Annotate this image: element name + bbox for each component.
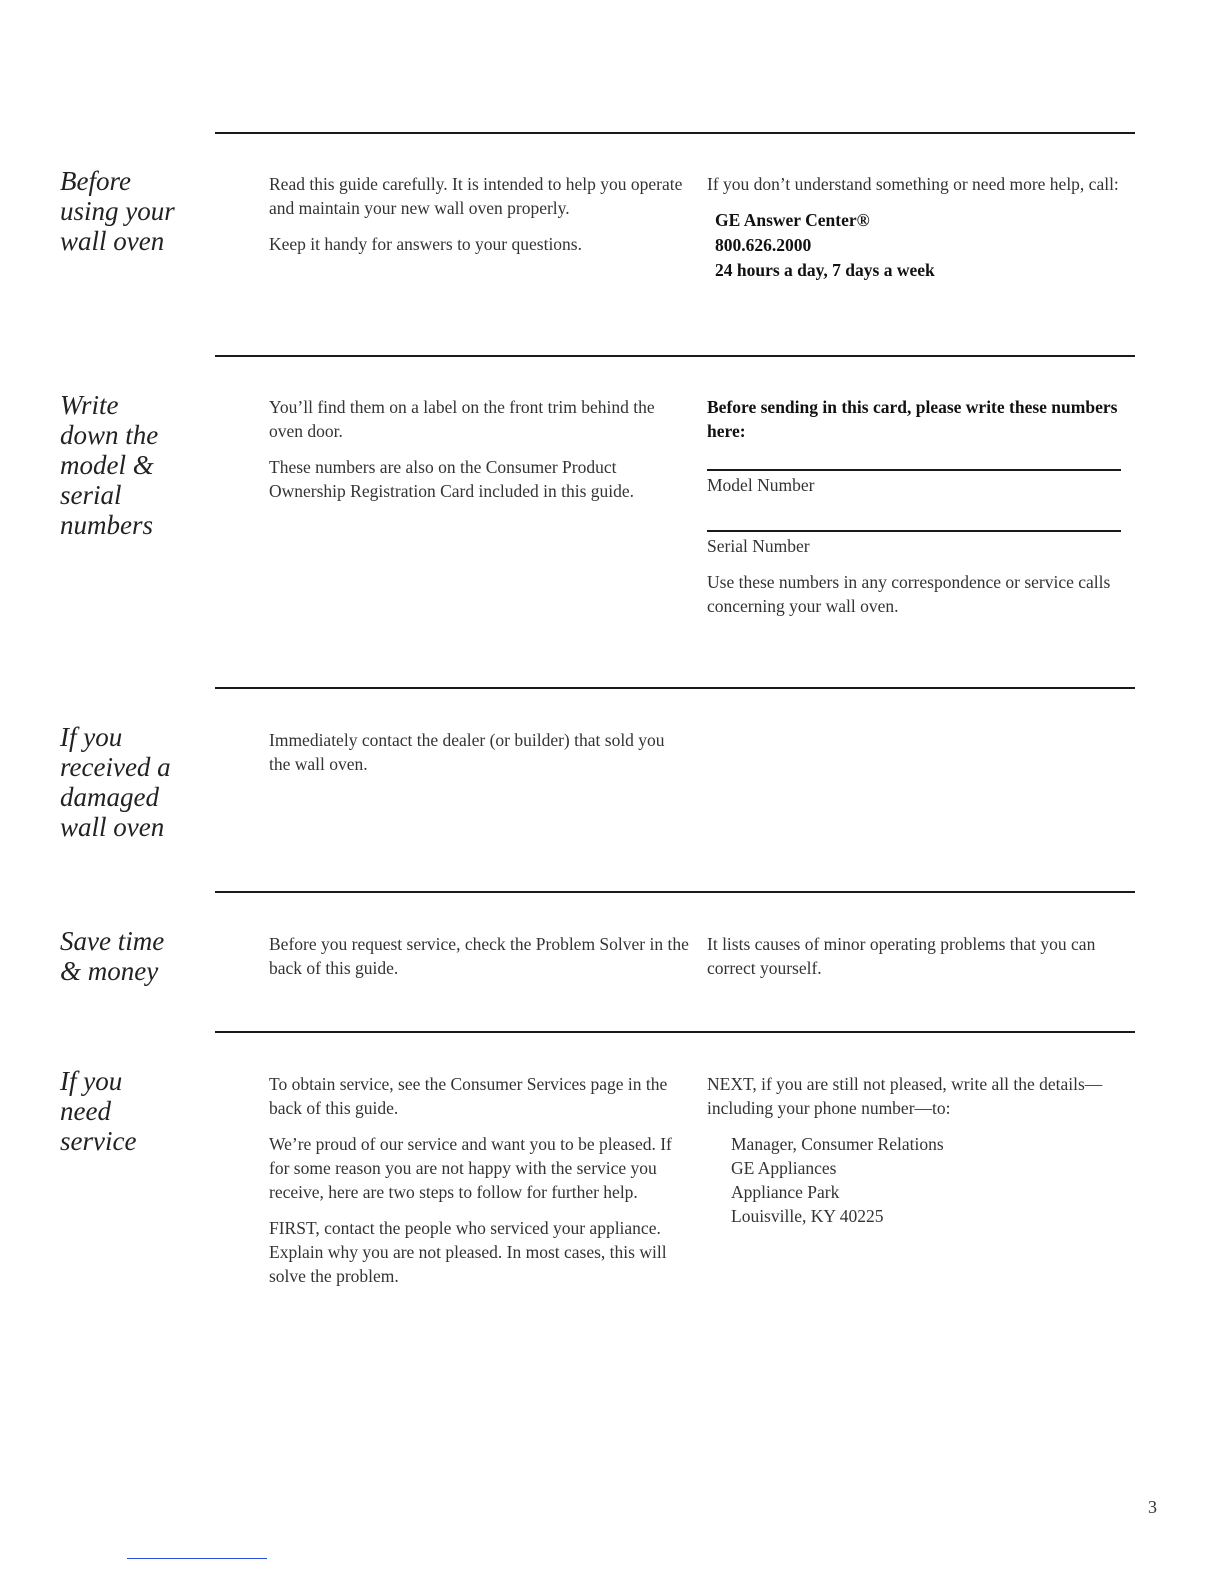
mailing-address: Manager, Consumer Relations GE Appliances Appliance Park Louisville, KY 40225 [731, 1134, 944, 1226]
section-divider [215, 355, 1135, 357]
damaged-oven-text: Immediately contact the dealer (or builder) that sold you the wall oven. [269, 730, 665, 774]
section-heading-damaged-oven: If you received a damaged wall oven [60, 722, 171, 842]
section-divider [215, 132, 1135, 134]
answer-center-contact: GE Answer Center® 800.626.2000 24 hours a day, 7 days a week [715, 210, 935, 280]
page-number: 3 [1148, 1497, 1157, 1517]
serial-number-line [707, 530, 1121, 532]
section-heading-need-service: If you need service [60, 1066, 137, 1156]
model-serial-entry: Before sending in this card, please write these numbers here: Model Number Serial Number Use these numbers in any correspondence or service calls concerning your wall oven. [707, 395, 1127, 618]
section-heading-before-using: Before using your wall oven [60, 166, 175, 256]
service-steps-text: To obtain service, see the Consumer Services page in the back of this guide. We’re proud of our service and want you to be pleased. If for some reason you are not happy with the service you receive, here are two steps to follow for further help. FIRST, contact the people who serviced your appliance. Explain why you are not pleased. In most cases, this will solve the problem. [269, 1074, 672, 1286]
save-time-text: Before you request service, check the Problem Solver in the back of this guide. [269, 934, 689, 978]
model-number-label: Model Number [707, 475, 815, 495]
section-heading-save-time: Save time & money [60, 926, 165, 986]
model-number-line [707, 469, 1121, 471]
help-call-text: If you don’t understand something or need more help, call: GE Answer Center® 800.626.2000 24 hours a day, 7 days a week [707, 172, 1127, 283]
footer-link-underline [127, 1558, 267, 1559]
section-divider [215, 687, 1135, 689]
model-serial-location-text: You’ll find them on a label on the front trim behind the oven door. These numbers are also on the Consumer Product Ownership Registration Card included in this guide. [269, 397, 655, 501]
problem-solver-text: It lists causes of minor operating problems that you can correct yourself. [707, 934, 1096, 978]
before-using-text: Read this guide carefully. It is intended to help you operate and maintain your new wall oven properly. Keep it handy for answers to your questions. [269, 174, 683, 254]
consumer-relations-text: NEXT, if you are still not pleased, write all the details—including your phone number—to: Manager, Consumer Relations GE Appliances Appliance Park Louisville, KY 40225 [707, 1072, 1127, 1228]
section-heading-model-serial: Write down the model & serial numbers [60, 390, 159, 540]
serial-number-label: Serial Number [707, 536, 810, 556]
section-divider [215, 891, 1135, 893]
section-divider [215, 1031, 1135, 1033]
